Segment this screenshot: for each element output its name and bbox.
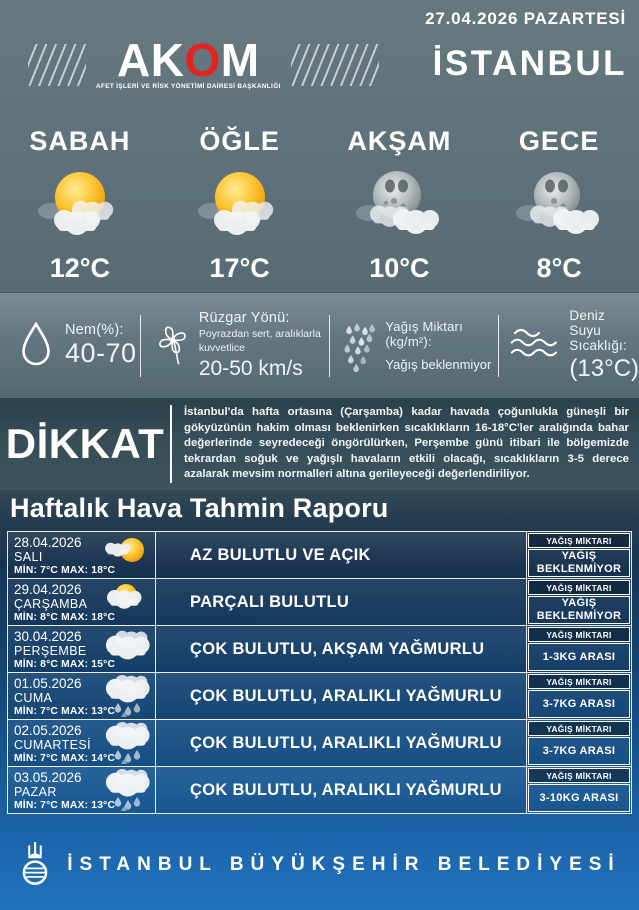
pinwheel-icon xyxy=(155,318,190,374)
precip-item xyxy=(330,293,499,398)
amount-header: YAĞIŞ MİKTARI xyxy=(528,533,630,548)
droplet-icon xyxy=(16,319,56,373)
row-date: 28.04.2026 xyxy=(14,535,82,550)
weekly-forecast-table xyxy=(7,531,632,814)
amount-header: YAĞIŞ MİKTARI xyxy=(528,627,630,642)
moon-cloud-icon xyxy=(513,157,605,253)
row-condition: ÇOK BULUTLU, ARALIKLI YAĞMURLU xyxy=(156,720,527,766)
period-temp: 17°C xyxy=(209,253,270,283)
period-temp: 10°C xyxy=(369,253,430,283)
ibb-logo-icon xyxy=(18,842,52,888)
row-date: 29.04.2026 xyxy=(14,582,82,597)
akom-logo-text: AKOM xyxy=(117,34,260,86)
row-date: 30.04.2026 xyxy=(14,629,82,644)
weekly-report-title: Haftalık Hava Tahmin Raporu xyxy=(10,493,389,523)
wind-item xyxy=(141,293,329,398)
wind-value: 20-50 km/s xyxy=(198,356,303,380)
sea-temp-item xyxy=(499,293,639,398)
row-minmax: MİN: 7°C MAX: 18°C xyxy=(14,565,116,576)
row-day: CUMARTESİ xyxy=(14,738,91,752)
report-date: 27.04.2026 PAZARTESİ xyxy=(425,9,626,28)
rain-cloud-icon xyxy=(104,769,152,811)
raindrops-icon xyxy=(342,317,377,375)
row-minmax: MİN: 8°C MAX: 15°C xyxy=(14,659,116,670)
period-label: ÖĞLE xyxy=(199,126,280,156)
day-periods xyxy=(0,120,639,292)
row-condition: ÇOK BULUTLU, ARALIKLI YAĞMURLU xyxy=(156,673,527,719)
sea-temp-label: Deniz Suyu Sıcaklığı: xyxy=(569,308,627,353)
table-row xyxy=(8,626,631,673)
alert-title: DİKKAT xyxy=(5,420,165,467)
amount-value: 3-7KG ARASI xyxy=(528,737,630,765)
amount-header: YAĞIŞ MİKTARI xyxy=(528,768,630,783)
table-row xyxy=(8,579,631,626)
row-date: 03.05.2026 xyxy=(14,770,82,785)
sun-small-cloud-icon xyxy=(104,534,152,574)
period-ogle xyxy=(160,120,320,292)
humidity-item xyxy=(0,293,140,398)
rain-cloud-icon xyxy=(104,722,152,764)
moon-cloud-icon xyxy=(353,157,445,253)
city-title: İSTANBUL xyxy=(432,44,627,83)
period-gece xyxy=(479,120,639,292)
period-label: GECE xyxy=(518,126,600,156)
row-condition: AZ BULUTLU VE AÇIK xyxy=(156,532,527,578)
period-aksam xyxy=(320,120,480,292)
cloud-icon xyxy=(104,628,152,668)
table-row xyxy=(8,767,631,813)
humidity-label: Nem(%): xyxy=(65,322,124,338)
amount-value: 3-10KG ARASI xyxy=(528,784,630,812)
row-minmax: MİN: 7°C MAX: 13°C xyxy=(14,800,116,811)
row-day: PERŞEMBE xyxy=(14,644,87,658)
akom-red-o: O xyxy=(184,34,221,86)
footer xyxy=(0,820,639,910)
amount-header: YAĞIŞ MİKTARI xyxy=(528,580,630,595)
row-date: 01.05.2026 xyxy=(14,676,82,691)
sun-cloud-icon xyxy=(194,157,286,253)
rain-cloud-icon xyxy=(104,675,152,717)
table-row xyxy=(8,720,631,767)
amount-value: 3-7KG ARASI xyxy=(528,690,630,718)
alert-section xyxy=(0,398,639,490)
conditions-strip xyxy=(0,292,639,398)
row-condition: ÇOK BULUTLU, ARALIKLI YAĞMURLU xyxy=(156,767,527,813)
sun-cloud-icon xyxy=(34,157,126,253)
amount-header: YAĞIŞ MİKTARI xyxy=(528,721,630,736)
amount-value: YAĞIŞ BEKLENMİYOR xyxy=(528,549,630,577)
row-day: PAZAR xyxy=(14,785,57,799)
period-temp: 8°C xyxy=(536,253,582,283)
table-row xyxy=(8,673,631,720)
logo-stripes-right-icon xyxy=(291,44,379,86)
row-minmax: MİN: 7°C MAX: 13°C xyxy=(14,706,116,717)
amount-value: YAĞIŞ BEKLENMİYOR xyxy=(528,596,630,624)
row-day: CUMA xyxy=(14,691,53,705)
alert-text: İstanbul'da hafta ortasına (Çarşamba) kadar havada çoğunlukla güneşli bir gökyüzünün hakim olması beklenirken sıcaklıkların 16-18°C'ler aralığında bahar değerlerinde seyredeceği öngörülürken, Perşembe günü itibari ile bölgemizde tekrardan soğuk ve yağışlı havaların etkili olacağı, sıcaklıkların 3-5 derece azalarak mevsim normalleri altına gerileyeceği değerlendiriliyor. xyxy=(184,406,629,481)
logo-stripes-left-icon xyxy=(28,44,86,86)
period-label: SABAH xyxy=(29,126,131,156)
municipality-name: İSTANBUL BÜYÜKŞEHİR BELEDİYESİ xyxy=(67,854,621,875)
row-condition: ÇOK BULUTLU, AKŞAM YAĞMURLU xyxy=(156,626,527,672)
period-label: AKŞAM xyxy=(347,126,452,156)
sea-temp-value: (13°C) xyxy=(569,355,639,382)
wind-label: Rüzgar Yönü: xyxy=(198,310,290,327)
row-day: SALI xyxy=(14,550,43,564)
period-temp: 12°C xyxy=(49,253,111,283)
period-sabah xyxy=(0,120,160,292)
row-minmax: MİN: 7°C MAX: 14°C xyxy=(14,753,116,764)
precip-label: Yağış Miktarı (kg/m²): xyxy=(385,319,463,349)
wind-desc: Poyrazdan sert, aralıklarla kuvvetlice xyxy=(198,328,321,354)
row-minmax: MİN: 8°C MAX: 18°C xyxy=(14,612,116,623)
precip-value: Yağış beklenmiyor xyxy=(385,357,492,372)
humidity-value: 40-70 xyxy=(65,338,137,368)
akom-logo xyxy=(28,34,379,91)
row-date: 02.05.2026 xyxy=(14,723,82,738)
amount-header: YAĞIŞ MİKTARI xyxy=(528,674,630,689)
row-day: ÇARŞAMBA xyxy=(14,597,88,611)
table-row xyxy=(8,532,631,579)
row-condition: PARÇALI BULUTLU xyxy=(156,579,527,625)
akom-logo-subtitle: AFET İŞLERİ VE RİSK YÖNETİMİ DAİRESİ BAŞKANLIĞI xyxy=(96,83,281,91)
waves-icon xyxy=(509,325,561,367)
sun-cloud-icon xyxy=(104,581,152,621)
header xyxy=(0,0,639,120)
amount-value: 1-3KG ARASI xyxy=(528,643,630,671)
